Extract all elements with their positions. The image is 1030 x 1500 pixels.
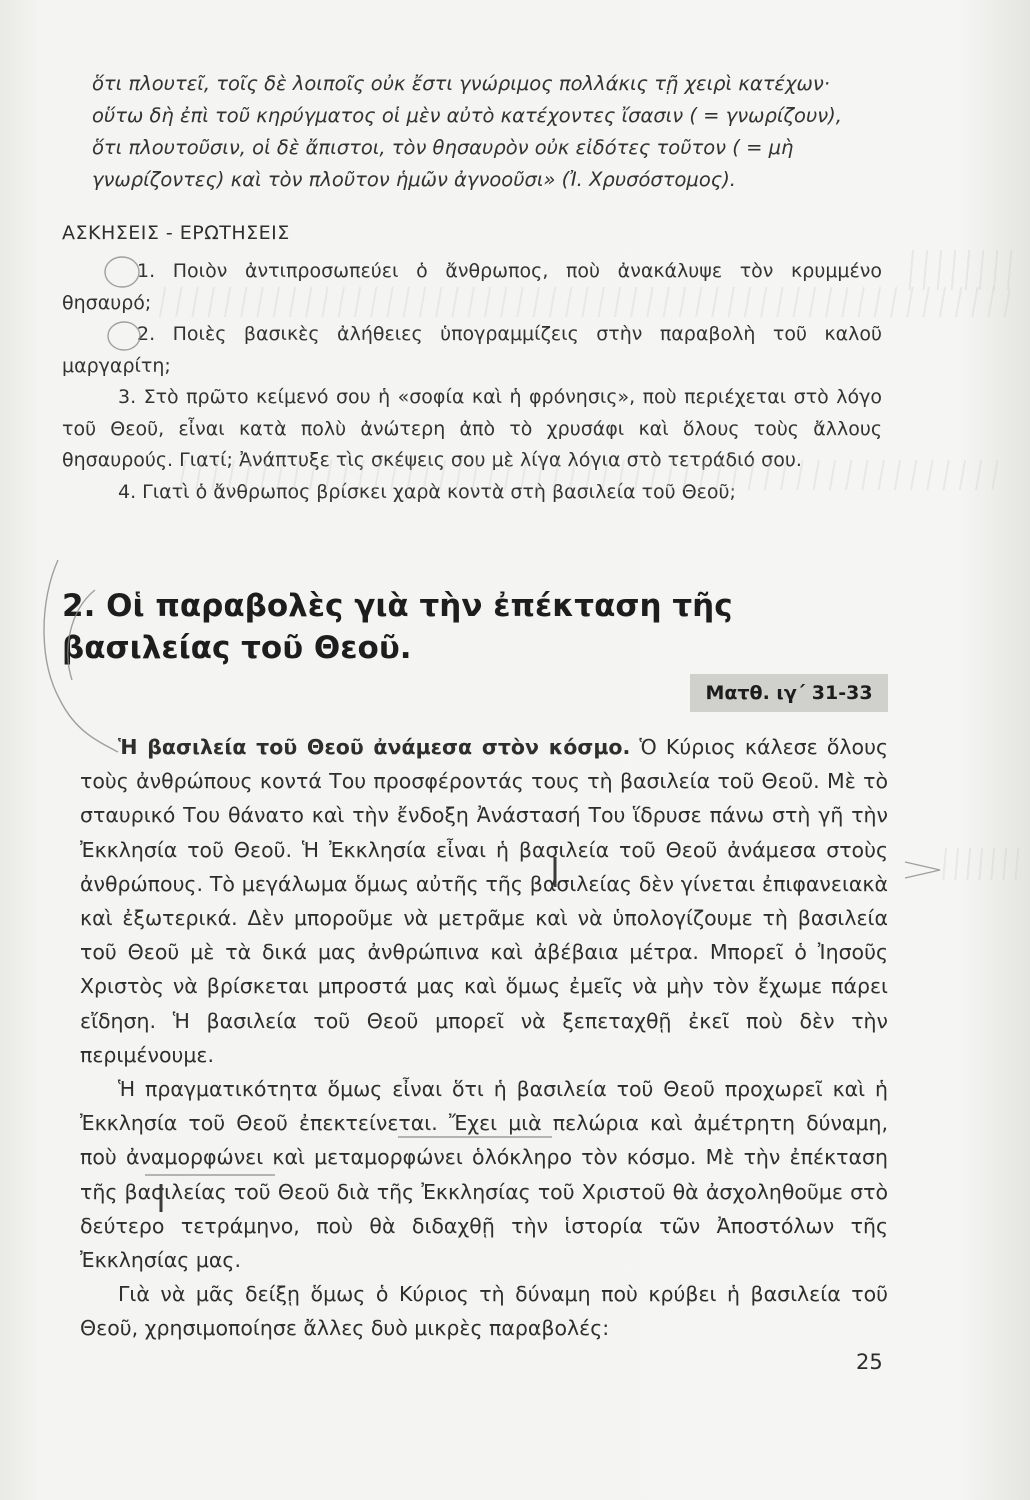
body-text: [80, 730, 888, 1346]
paragraph: [80, 730, 888, 1072]
quote-line: γνωρίζοντες) καὶ τὸν πλοῦτον ἡμῶν ἀγνοοῦσι» (Ἰ. Χρυσόστομος).: [92, 168, 737, 191]
exercise-item: 3. Στὸ πρῶτο κείμενό σου ἡ «σοφία καὶ ἡ φρόνησις», ποὺ περιέχεται στὸ λόγο τοῦ Θεοῦ, εἶναι κατὰ πολὺ ἀνώτερη ἀπὸ τὸ χρυσάφι καὶ ὅλους τοὺς ἄλλους θησαυρούς. Γιατί; Ἀνάπτυξε τὶς σκέψεις σου μὲ λίγα λόγια στὸ τετράδιό σου.: [62, 386, 882, 471]
page-number: 25: [856, 1350, 883, 1374]
exercise-item: 2. Ποιὲς βασικὲς ἀλήθειες ὑπογραμμίζεις στὴν παραβολὴ τοῦ καλοῦ μαργαρίτη;: [62, 323, 882, 377]
paragraph: Ἡ πραγματικότητα ὅμως εἶναι ὅτι ἡ βασιλεία τοῦ Θεοῦ προχωρεῖ καὶ ἡ Ἐκκλησία τοῦ Θεοῦ ἐπεκτείνεται. Ἔχει μιὰ πελώρια καὶ ἀμέτρητη δύναμη, ποὺ ἀναμορφώνει καὶ μεταμορφώνει ὁλόκληρο τὸν κόσμο. Μὲ τὴν ἐπέκταση τῆς βασιλείας τοῦ Θεοῦ διὰ τῆς Ἐκκλησίας τοῦ Χριστοῦ θὰ ἀσχοληθοῦμε στὸ δεύτερο τετράμηνο, ποὺ θὰ διδαχθῇ τὴν ἱστορία τῶν Ἀποστόλων τῆς Ἐκκλησίας μας.: [80, 1077, 888, 1273]
quote-line: οὕτω δὴ ἐπὶ τοῦ κηρύγματος οἱ μὲν αὐτὸ κατέχοντες ἴσασιν ( = γνωρίζουν),: [92, 104, 842, 127]
section-title: 2. Οἱ παραβολὲς γιὰ τὴν ἐπέκταση τῆς βασιλείας τοῦ Θεοῦ.: [62, 588, 733, 666]
faded-handwriting: [170, 460, 1000, 490]
quote-line: ὅτι πλουτοῦσιν, οἱ δὲ ἄπιστοι, τὸν θησαυρὸν οὐκ εἰδότες τοῦτον ( = μὴ: [92, 136, 794, 159]
faded-handwriting: [900, 250, 1020, 290]
exercise-item: 4. Γιατὶ ὁ ἄνθρωπος βρίσκει χαρὰ κοντὰ στὴ βασιλεία τοῦ Θεοῦ;: [118, 480, 736, 503]
faded-handwriting: [935, 848, 1020, 880]
chrysostom-quote: [92, 68, 892, 196]
scripture-reference: Ματθ. ιγ΄ 31-33: [690, 674, 888, 712]
exercise-item: 1. Ποιὸν ἀντιπροσωπεύει ὁ ἄνθρωπος, ποὺ ἀνακάλυψε τὸν κρυμμένο θησαυρό;: [62, 260, 882, 314]
faded-handwriting: [150, 287, 1010, 317]
paragraph-text: Ὁ Κύριος κάλεσε ὅλους τοὺς ἀνθρώπους κοντά Του προσφέροντάς τους τὴ βασιλεία τοῦ Θεοῦ. Μὲ τὸ σταυρικό Του θάνατο καὶ τὴν ἔνδοξη Ἀνάστασή Του ἵδρυσε πάνω στὴ γῆ τὴν Ἐκκλησία τοῦ Θεοῦ. Ἡ Ἐκκλησία εἶναι ἡ βασιλεία τοῦ Θεοῦ ἀνάμεσα στοὺς ἀνθρώπους. Τὸ μεγάλωμα ὅμως αὐτῆς τῆς βασιλείας δὲν γίνεται ἐπιφανειακὰ καὶ ἐξωτερικά. Δὲν μποροῦμε νὰ μετρᾶμε καὶ νὰ ὑπολογίζουμε τὴ βασιλεία τοῦ Θεοῦ μὲ τὰ δικά μας ἀνθρώπινα καὶ ἀβέβαια μέτρα. Μπορεῖ ὁ Ἰησοῦς Χριστὸς νὰ βρίσκεται μπροστά μας καὶ ὅμως ἐμεῖς νὰ μὴν τὸν ἔχωμε πάρει εἴδηση. Ἡ βασιλεία τοῦ Θεοῦ μπορεῖ νὰ ξεπεταχθῇ ἐκεῖ ποὺ δὲν τὴν περιμένουμε.: [80, 735, 888, 1067]
quote-line: ὅτι πλουτεῖ, τοῖς δὲ λοιποῖς οὐκ ἔστι γνώριμος πολλάκις τῇ χειρὶ κατέχων·: [92, 72, 830, 95]
paragraph: Γιὰ νὰ μᾶς δείξῃ ὅμως ὁ Κύριος τὴ δύναμη ποὺ κρύβει ἡ βασιλεία τοῦ Θεοῦ, χρησιμοποίησε ἄλλες δυὸ μικρὲς παραβολές:: [80, 1282, 888, 1341]
exercises-heading: ΑΣΚΗΣΕΙΣ - ΕΡΩΤΗΣΕΙΣ: [62, 222, 290, 244]
paragraph-lead: Ἡ βασιλεία τοῦ Θεοῦ ἀνάμεσα στὸν κόσμο.: [118, 735, 631, 759]
